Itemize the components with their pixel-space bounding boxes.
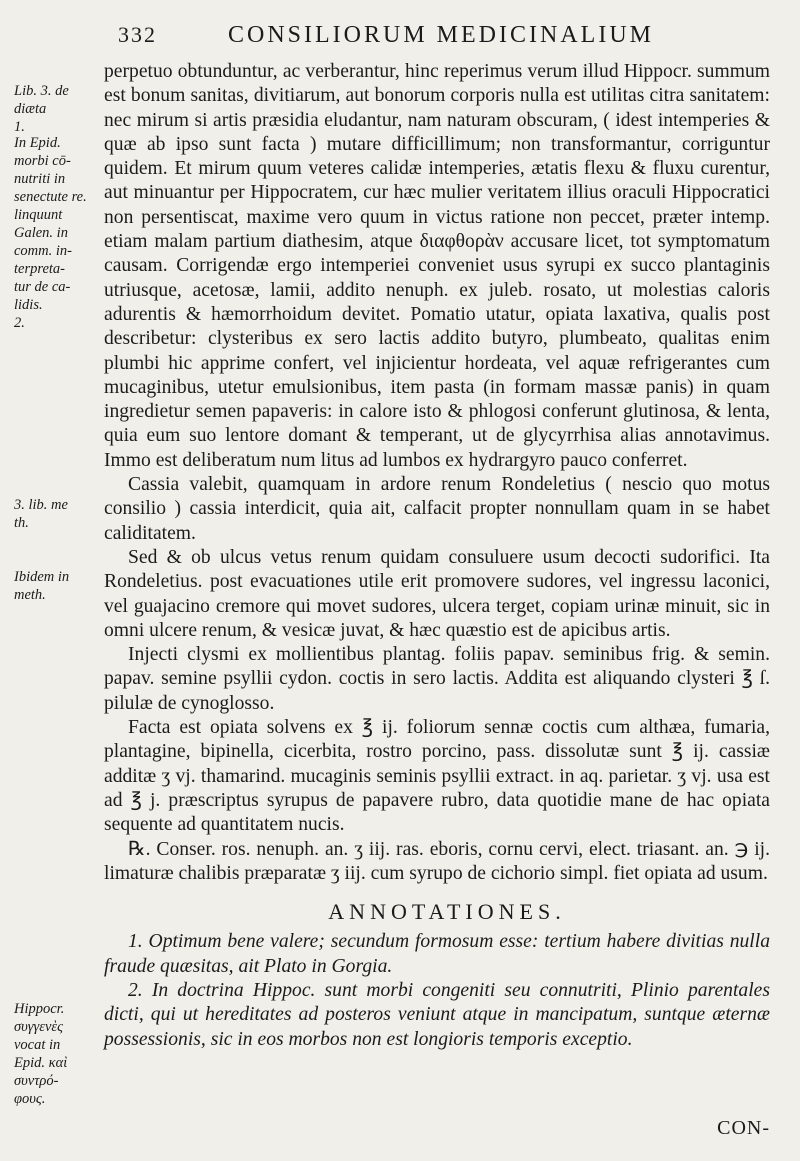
margin-note: Lib. 3. de diæta 1. <box>14 83 69 135</box>
page-number: 332 <box>118 22 157 47</box>
running-title: CONSILIORUM MEDICINALIUM <box>228 22 654 48</box>
page-header <box>118 22 778 56</box>
margin-note: 3. lib. me th. <box>14 497 68 531</box>
paragraph: ℞. Conser. ros. nenuph. an. ʒ iij. ras. eboris, cornu cervi, elect. triasant. an. ℈ ij. limaturæ chalibis præparatæ ʒ iij. cum syrupo de cichorio simpl. fiet opiata ad usum. <box>104 838 770 884</box>
paragraph: perpetuo obtunduntur, ac verberantur, hinc reperimus verum illud Hippocr. summum est bonum sanitas, divitiarum, aut bonorum corporis nulla est utilitas citra sanitatem: nec mirum si artis præsidia eludantur, nam naturam obscuram, ( idest intemperies & quæ ab ipso sunt facta ) mutare difficillimum; non transformantur, corriguntur quidem. Et mirum quum veteres calidæ intemperies, ætatis flexu & fluxu curentur, aut minuantur per Hippocratem, cur hæc mulier veritatem illius oraculi Hippocratici non persentiscat, maxime vero quum in victus ratione non peccet, præter intemp. etiam malam partium diathesim, atque διαφθορὰν accusare licet, tot symptomatum causam. Corrigendæ ergo intemperiei conveniet usus syrupi ex succo plantaginis utriusque, acetosæ, lamii, addito nenuph. ex juleb. rosato, ut molestias caloris adurentis & hæmorrhoidum devitet. Pomatio utatur, opiata laxativa, qualis post describetur: clysteribus ex sero lactis addito butyro, plumbeato, qualitas enim plumbi hic apprime confert, vel injicientur hordeata, vel aquæ refrigerantes cum mucaginibus, utetur emulsionibus, item pasta (in formam massæ panis) in quam ingredietur semen papaveris: in calore isto & phlogosi conferunt glutinosa, & lenta, quia eum suo lentore domant & temperant, ut de glycyrrhisa alias annotavimus. Immo est deliberatum num litus ad lumbos ex hydrargyro pauco conferret. <box>104 61 770 471</box>
catchword: CON- <box>717 1117 770 1139</box>
annotation: 2. In doctrina Hippoc. sunt morbi congeniti seu connutriti, Plinio parentales dicti, qui ut hereditates ad posteros veniunt atque in mancipatum, suntque æternæ possessionis, sic in eos morbos non est longioris temporis exceptio. <box>104 979 770 1050</box>
annotations-heading: ANNOTATIONES. <box>328 899 566 925</box>
margin-note: In Epid. morbi cō- nutriti in senectute re. linquunt Galen. in comm. in- terpreta- tur de ca- lidis. 2. <box>14 135 87 331</box>
annotation: 1. Optimum bene valere; secundum formosum esse: tertium habere divitias nulla fraude quæsitas, ait Plato in Gorgia. <box>104 931 770 977</box>
main-text <box>104 60 770 1052</box>
margin-note: Ibidem in meth. <box>14 569 70 603</box>
paragraph: Facta est opiata solvens ex ℥ ij. foliorum sennæ coctis cum althæa, fumaria, plantagine, bipinella, cicerbita, rostro porcino, pass. dissolutæ sunt ℥ ij. cassiæ additæ ʒ vj. thamarind. mucaginis seminis psyllii extract. in aq. parietar. ʒ vj. usa est ad ℥ j. præscriptus syrupus de papavere rubro, data quotidie mane de hac opiata sequente ad quantitatem nucis. <box>104 717 770 836</box>
paragraph: Cassia valebit, quamquam in ardore renum Rondeletius ( nescio quo motus consilio ) cassia interdicit, quia ait, calfacit propter nonnullam quam in se habet caliditatem. <box>104 474 770 544</box>
paragraph: Sed & ob ulcus vetus renum quidam consuluere usum decocti sudorifici. Ita Rondeletius. post evacuationes utile erit promovere sudores, vel ingressu laconici, vel guajacino cremore qui movet sudores, ulcera terget, copiam urinæ minuit, sic in omni ulcere renum, & vesicæ juvat, & hæc quæstio est de apicibus artis. <box>104 546 770 641</box>
paragraph: Injecti clysmi ex mollientibus plantag. foliis papav. seminibus frig. & semin. papav. semine psyllii cydon. coctis in sero lactis. Addita est aliquando clysteri ℥ ſ. pilulæ de cynoglosso. <box>104 644 770 714</box>
margin-note: Hippocr. συγγενὲς vocat in Epid. καὶ συντρό- φους. <box>14 1001 68 1107</box>
